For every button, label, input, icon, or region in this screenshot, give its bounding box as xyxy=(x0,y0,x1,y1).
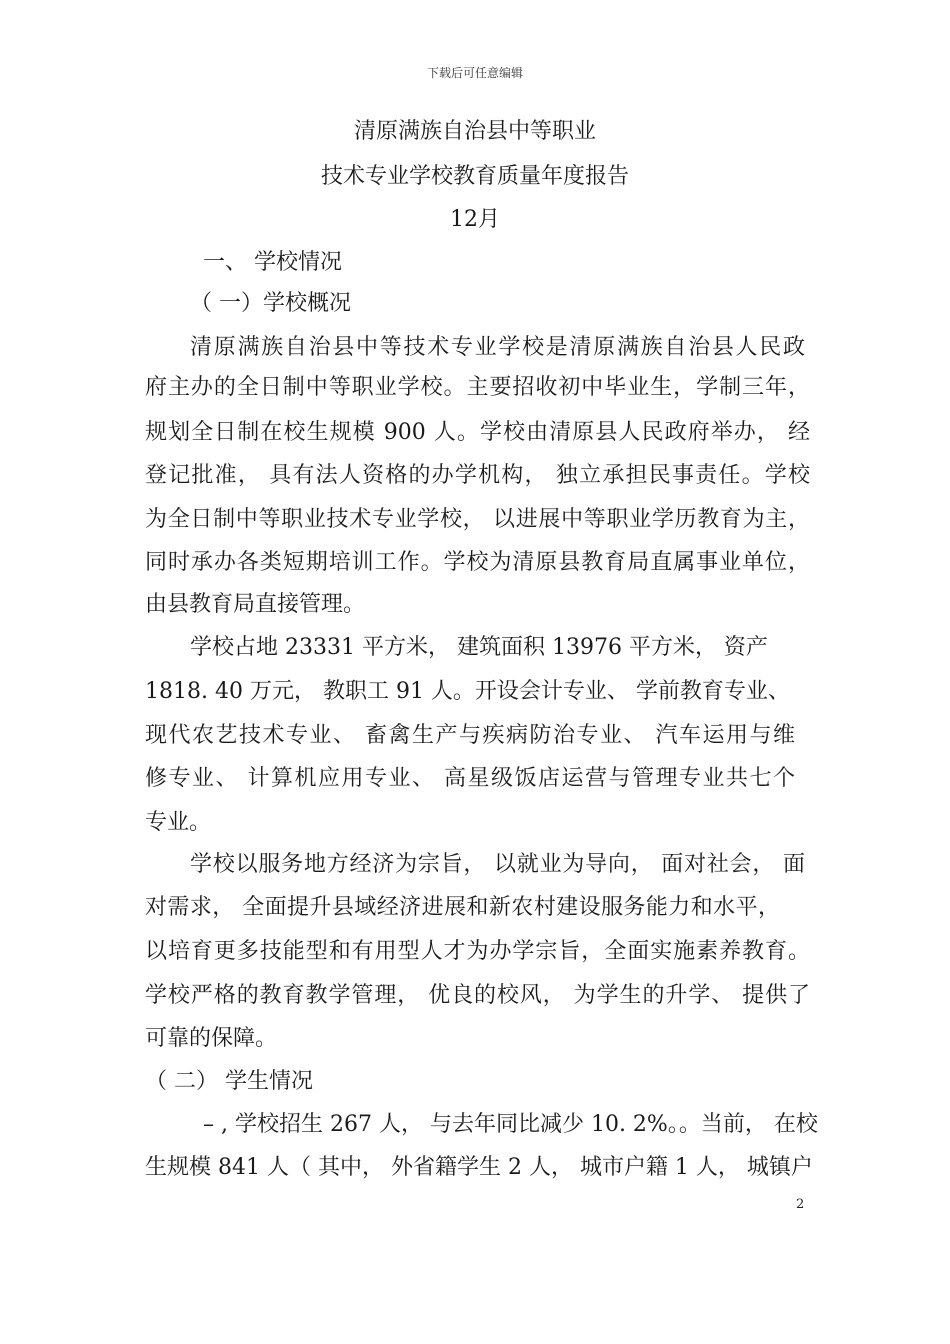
paragraph-line: 可靠的保障。 xyxy=(145,1026,278,1051)
paragraph-line: 1818. 40 万元， 教职工 91 人。开设会计专业、 学前教育专业、 xyxy=(145,679,790,704)
paragraph-line: 生规模 841 人（ 其中， 外省籍学生 2 人， 城市户籍 1 人， 城镇户 xyxy=(145,1155,813,1180)
document-title-line-2: 技术专业学校教育质量年度报告 xyxy=(320,164,629,189)
paragraph-line: 对需求， 全面提升县域经济进展和新农村建设服务能力和水平， xyxy=(145,895,780,920)
paragraph-line: 专业。 xyxy=(145,810,212,835)
paragraph-line: 由县教育局直接管理。 xyxy=(145,592,366,617)
page-number: 2 xyxy=(796,1197,805,1212)
paragraph-line: 以培育更多技能型和有用型人才为办学宗旨，全面实施素养教育。 xyxy=(145,939,810,964)
paragraph-line: 清原满族自治县中等技术专业学校是清原满族自治县人民政 xyxy=(190,335,805,360)
paragraph-line: 学校占地 23331 平方米， 建筑面积 13976 平方米， 资产 xyxy=(190,635,768,660)
paragraph-line: 同时承办各类短期培训工作。学校为清原县教育局直属事业单位， xyxy=(145,550,810,575)
paragraph-line: 学校严格的教育教学管理， 优良的校风， 为学生的升学、 提供了 xyxy=(145,983,810,1008)
paragraph-line: 登记批准， 具有法人资格的办学机构， 独立承担民事责任。学校 xyxy=(145,463,810,488)
section-heading-school-info: 一、 学校情况 xyxy=(203,250,342,275)
paragraph-line: 修专业、 计算机应用专业、 高星级饭店运营与管理专业共七个 xyxy=(145,766,795,791)
subsection-heading-school-overview: （ 一）学校概况 xyxy=(190,291,351,316)
paragraph-line: – , 学校招生 267 人， 与去年同比减少 10. 2%。。当前， 在校 xyxy=(203,1112,818,1137)
document-title-line-1: 清原满族自治县中等职业 xyxy=(353,119,596,144)
paragraph-line: 为全日制中等职业技术专业学校， 以进展中等职业学历教育为主， xyxy=(145,507,810,532)
paragraph-line: 规划全日制在校生规模 900 人。学校由清原县人民政府举办， 经 xyxy=(145,420,810,445)
page-header: 下载后可任意编辑 xyxy=(426,66,523,80)
paragraph-line: 府主办的全日制中等职业学校。主要招收初中毕业生，学制三年， xyxy=(145,375,810,400)
paragraph-line: 学校以服务地方经济为宗旨， 以就业为导向， 面对社会， 面 xyxy=(190,852,805,877)
paragraph-line: 现代农艺技术专业、 畜禽生产与疾病防治专业、 汽车运用与维 xyxy=(145,723,795,748)
subsection-heading-student-info: （ 二） 学生情况 xyxy=(145,1069,313,1094)
document-date: 12月 xyxy=(450,207,500,232)
